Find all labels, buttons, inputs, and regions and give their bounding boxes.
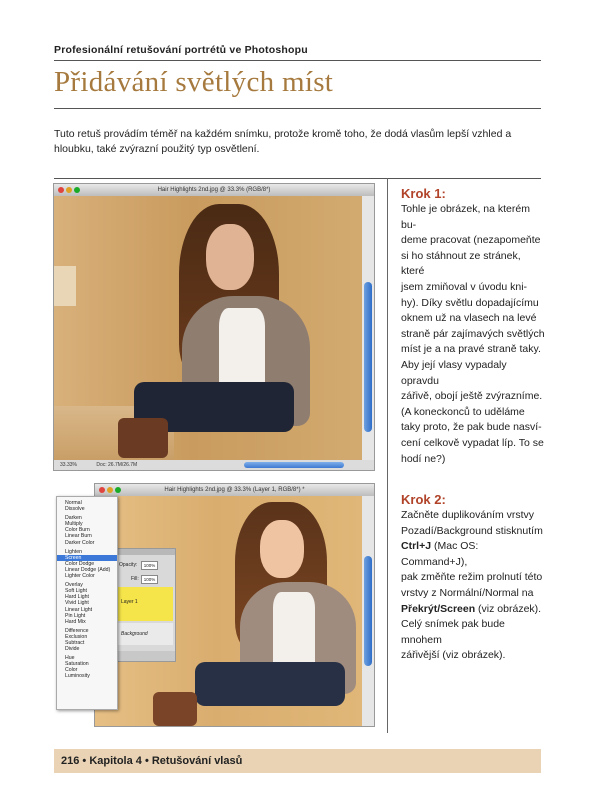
blend-mode-item[interactable]: Hard Light [65,594,89,601]
window-frame [54,266,76,306]
blend-mode-item[interactable]: Lighter Color [65,573,95,580]
zoom-readout: 33.33% [60,462,77,468]
blend-mode-item[interactable]: Lighten [65,548,83,555]
column-divider [387,178,388,733]
blend-mode-item[interactable]: Darken [65,515,82,522]
scrollbar-thumb[interactable] [364,282,372,432]
fill-label: Fill: [131,576,139,582]
blend-mode-item[interactable]: Subtract [65,639,85,646]
blend-mode-item[interactable]: Difference [65,627,89,634]
running-head: Profesionální retušování portrétů ve Photoshopu [54,44,308,56]
window-titlebar [54,184,374,196]
blend-mode-item[interactable]: Linear Burn [65,533,92,540]
blend-mode-item[interactable]: Hue [65,655,75,662]
boot-shape [153,692,197,726]
zoom-window-icon [74,187,80,193]
minimize-window-icon [107,487,113,493]
close-window-icon [99,487,105,493]
blend-mode-menu[interactable] [56,496,118,710]
blend-mode-item[interactable]: Color Dodge [65,560,95,567]
blend-mode-item[interactable]: Dissolve [65,506,85,513]
fill-input[interactable]: 100% [141,575,158,584]
blend-mode-item[interactable]: Multiply [65,521,83,528]
opacity-input[interactable]: 100% [141,561,158,570]
blend-mode-item[interactable]: Darker Color [65,539,95,546]
face-shape [260,520,304,578]
status-bar [54,460,374,470]
blend-mode-item[interactable]: Saturation [65,661,89,668]
layer1-name: Layer 1 [121,599,138,605]
section-rule [54,178,541,179]
shortcut-ctrl-j: Ctrl+J [401,540,432,553]
blend-mode-item[interactable]: Vivid Light [65,600,89,607]
jeans-shape [195,662,345,706]
page-title: Přidávání světlých míst [54,66,334,98]
blend-mode-item[interactable]: Screen [57,555,117,561]
screenshot-step1 [54,184,374,470]
blend-mode-item[interactable]: Overlay [65,582,83,589]
blend-mode-item[interactable]: Soft Light [65,588,87,595]
layers-panel [112,548,176,662]
layer-row-layer1[interactable] [115,587,173,621]
layers-panel-header [113,549,175,555]
vertical-scrollbar[interactable] [362,496,374,726]
window-title: Hair Highlights 2nd.jpg @ 33.3% (Layer 1, RGB/8*) * [164,487,305,493]
blend-mode-item[interactable]: Color [65,667,78,674]
blend-mode-item[interactable]: Normal [65,500,82,506]
window-title: Hair Highlights 2nd.jpg @ 33.3% (RGB/8*) [157,187,271,193]
blend-mode-item[interactable]: Hard Mix [65,618,86,625]
footer-text: 216 • Kapitola 4 • Retušování vlasů [61,755,243,767]
step1-title: Krok 1: [401,186,446,201]
step2-title: Krok 2: [401,492,446,507]
photo-canvas [54,196,362,460]
boot-shape [118,418,168,458]
header-rule [54,60,541,61]
blend-mode-item[interactable]: Pin Light [65,612,86,619]
layers-panel-footer [113,651,175,661]
horizontal-scrollbar[interactable] [244,462,344,468]
minimize-window-icon [66,187,72,193]
window-titlebar [95,484,374,496]
step1-text: Tohle je obrázek, na kterém bu- deme pracovat (nezapomeňte si ho stáhnout ze stránek, které jsem zmiňoval v úvodu kni- hy). Díky světlu dopadajícímu oknem už na vlasech na levé straně pár zajímavých světlých míst je a na pravé straně taky. Aby její vlasy vypadaly opravdu zářivě, obojí ještě zvýrazníme. (A koneckonců to uděláme taky proto, že pak bude nasví- cení celkově vypadat líp. To se hodí ne?) [401,203,545,465]
mode-screen-bold: Překrýt/Screen [401,602,476,615]
doc-size-readout: Doc: 26.7M/26.7M [96,462,138,468]
vertical-scrollbar[interactable] [362,196,374,460]
title-rule [54,108,541,109]
background-layer-name: Background [121,631,148,637]
blend-mode-item[interactable]: Linear Light [65,606,93,613]
step2-text: Začněte duplikováním vrstvy Pozadí/Background stisknutím Ctrl+J (Mac OS: Command+J), pak změňte režim prolnutí této vrstvy z Normální/Normal na Překrýt/Screen (viz obrázek). Celý snímek pak bude mnohem zářivější (viz obrázek). [401,509,543,662]
opacity-label: Opacity: [119,562,138,568]
blend-mode-item[interactable]: Luminosity [65,673,90,680]
blend-mode-item[interactable]: Divide [65,646,80,653]
zoom-window-icon [115,487,121,493]
tshirt-shape [273,592,315,670]
blend-mode-item[interactable]: Exclusion [65,633,88,640]
close-window-icon [58,187,64,193]
scrollbar-thumb[interactable] [364,556,372,666]
intro-paragraph: Tuto retuš provádím téměř na každém snímku, protože kromě toho, že dodá vlasům lepší vzhled a hloubku, také zvýrazní použitý typ osvětlení. [54,128,512,155]
blend-mode-item[interactable]: Color Burn [65,527,90,534]
face-shape [206,224,254,290]
layer-row-background[interactable] [115,623,173,645]
blend-mode-item[interactable]: Linear Dodge (Add) [65,566,111,573]
